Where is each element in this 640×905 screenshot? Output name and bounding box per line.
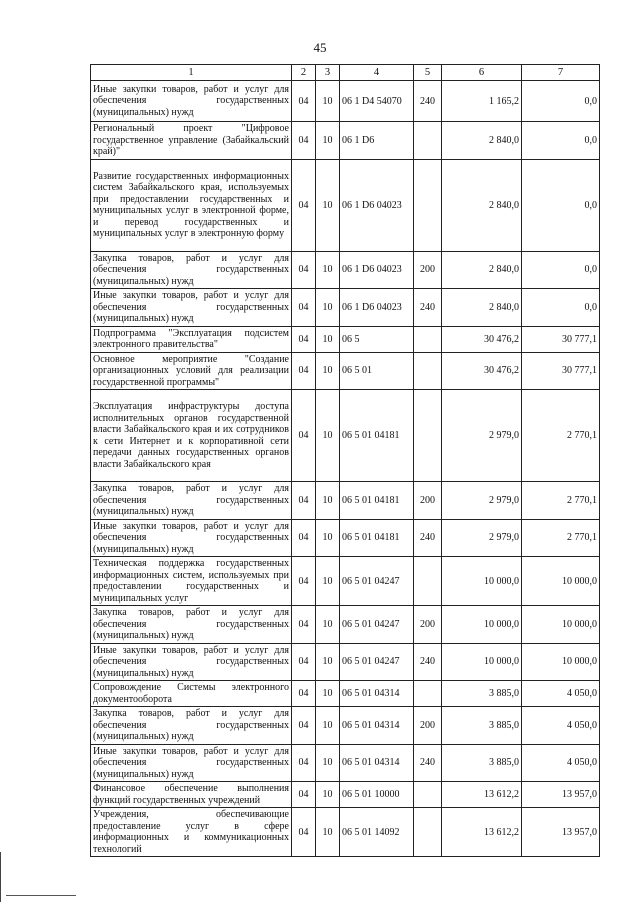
table-row bbox=[91, 643, 600, 681]
table-cell-section: 04 bbox=[292, 707, 316, 745]
table-cell-section: 04 bbox=[292, 326, 316, 352]
table-cell-name: Иные закупки товаров, работ и услуг для обеспечения государственных (муниципальных) нужд bbox=[91, 519, 292, 557]
header-cell-7: 7 bbox=[522, 65, 600, 81]
table-cell-amount-year-1: 3 885,0 bbox=[442, 681, 522, 707]
table-cell-target-article: 06 5 01 04314 bbox=[340, 744, 414, 782]
table-cell-amount-year-1: 10 000,0 bbox=[442, 557, 522, 606]
table-cell-amount-year-2: 2 770,1 bbox=[522, 519, 600, 557]
table-cell-expense-type bbox=[414, 122, 442, 160]
table-cell-section: 04 bbox=[292, 681, 316, 707]
table-cell-expense-type bbox=[414, 808, 442, 857]
table-row bbox=[91, 606, 600, 644]
table-cell-expense-type: 240 bbox=[414, 744, 442, 782]
table-cell-expense-type: 200 bbox=[414, 482, 442, 520]
table-cell-amount-year-2: 0,0 bbox=[522, 159, 600, 251]
table-cell-expense-type bbox=[414, 681, 442, 707]
table-cell-subsection: 10 bbox=[316, 159, 340, 251]
table-cell-subsection: 10 bbox=[316, 326, 340, 352]
table-cell-amount-year-1: 2 840,0 bbox=[442, 122, 522, 160]
table-cell-name: Региональный проект "Цифровое государственное управление (Забайкальский край)" bbox=[91, 122, 292, 160]
table-row bbox=[91, 326, 600, 352]
table-cell-target-article: 06 1 D6 bbox=[340, 122, 414, 160]
table-cell-amount-year-2: 0,0 bbox=[522, 122, 600, 160]
table-cell-section: 04 bbox=[292, 744, 316, 782]
table-cell-name: Иные закупки товаров, работ и услуг для обеспечения государственных (муниципальных) нужд bbox=[91, 643, 292, 681]
table-cell-amount-year-2: 30 777,1 bbox=[522, 326, 600, 352]
header-cell-6: 6 bbox=[442, 65, 522, 81]
table-cell-target-article: 06 1 D6 04023 bbox=[340, 289, 414, 327]
table-cell-target-article: 06 5 01 bbox=[340, 352, 414, 390]
table-cell-amount-year-1: 2 840,0 bbox=[442, 289, 522, 327]
table-cell-subsection: 10 bbox=[316, 519, 340, 557]
table-cell-amount-year-1: 2 979,0 bbox=[442, 519, 522, 557]
table-cell-subsection: 10 bbox=[316, 352, 340, 390]
table-header-row bbox=[91, 65, 600, 81]
table-cell-expense-type bbox=[414, 159, 442, 251]
table-row bbox=[91, 782, 600, 808]
table-cell-amount-year-1: 3 885,0 bbox=[442, 744, 522, 782]
table-cell-expense-type: 240 bbox=[414, 81, 442, 122]
table-cell-amount-year-1: 10 000,0 bbox=[442, 643, 522, 681]
table-cell-section: 04 bbox=[292, 606, 316, 644]
table-cell-name: Развитие государственных информационных систем Забайкальского края, используемых при предоставлении государственных и муниципальных услуг в электронной форме, и перевод государственных и муниципальных услуг в электронную форму bbox=[91, 159, 292, 251]
table-cell-name: Эксплуатация инфраструктуры доступа исполнительных органов государственной власти Забайкальского края и их сотрудников к сети Интернет и к корпоративной сети передачи данных государственных органов власти Забайкальского края bbox=[91, 390, 292, 482]
table-cell-amount-year-1: 13 612,2 bbox=[442, 808, 522, 857]
table-cell-name: Сопровождение Системы электронного документооборота bbox=[91, 681, 292, 707]
header-cell-4: 4 bbox=[340, 65, 414, 81]
table-cell-section: 04 bbox=[292, 159, 316, 251]
table-cell-section: 04 bbox=[292, 519, 316, 557]
table-cell-subsection: 10 bbox=[316, 681, 340, 707]
table-row bbox=[91, 681, 600, 707]
table-cell-subsection: 10 bbox=[316, 808, 340, 857]
table-cell-amount-year-2: 10 000,0 bbox=[522, 643, 600, 681]
table-cell-expense-type: 240 bbox=[414, 643, 442, 681]
table-cell-amount-year-1: 3 885,0 bbox=[442, 707, 522, 745]
table-cell-subsection: 10 bbox=[316, 707, 340, 745]
table-cell-name: Техническая поддержка государственных информационных систем, используемых при предоставлении государственных и муниципальных услуг bbox=[91, 557, 292, 606]
table-cell-amount-year-2: 10 000,0 bbox=[522, 606, 600, 644]
table-cell-target-article: 06 5 01 04181 bbox=[340, 390, 414, 482]
table-cell-target-article: 06 5 01 04314 bbox=[340, 681, 414, 707]
table-cell-expense-type bbox=[414, 557, 442, 606]
table-cell-name: Закупка товаров, работ и услуг для обеспечения государственных (муниципальных) нужд bbox=[91, 707, 292, 745]
header-cell-1: 1 bbox=[91, 65, 292, 81]
margin-mark bbox=[0, 852, 5, 902]
table-row bbox=[91, 707, 600, 745]
table-cell-name: Иные закупки товаров, работ и услуг для обеспечения государственных (муниципальных) нужд bbox=[91, 744, 292, 782]
table-cell-amount-year-2: 2 770,1 bbox=[522, 482, 600, 520]
table-cell-amount-year-1: 2 840,0 bbox=[442, 251, 522, 289]
table-cell-amount-year-2: 4 050,0 bbox=[522, 681, 600, 707]
table-cell-name: Иные закупки товаров, работ и услуг для обеспечения государственных (муниципальных) нужд bbox=[91, 289, 292, 327]
table-cell-target-article: 06 1 D4 54070 bbox=[340, 81, 414, 122]
table-row bbox=[91, 159, 600, 251]
table-row bbox=[91, 744, 600, 782]
table-cell-target-article: 06 5 01 04314 bbox=[340, 707, 414, 745]
table-cell-amount-year-1: 30 476,2 bbox=[442, 352, 522, 390]
table-cell-section: 04 bbox=[292, 643, 316, 681]
table-cell-expense-type: 240 bbox=[414, 519, 442, 557]
table-cell-subsection: 10 bbox=[316, 122, 340, 160]
header-cell-3: 3 bbox=[316, 65, 340, 81]
table-cell-amount-year-2: 13 957,0 bbox=[522, 808, 600, 857]
table-cell-name: Иные закупки товаров, работ и услуг для обеспечения государственных (муниципальных) нужд bbox=[91, 81, 292, 122]
table-cell-expense-type: 200 bbox=[414, 251, 442, 289]
table-row bbox=[91, 557, 600, 606]
budget-table bbox=[90, 64, 600, 857]
table-row bbox=[91, 808, 600, 857]
table-cell-amount-year-1: 2 979,0 bbox=[442, 482, 522, 520]
table-cell-subsection: 10 bbox=[316, 390, 340, 482]
table-cell-target-article: 06 5 bbox=[340, 326, 414, 352]
table-cell-expense-type: 240 bbox=[414, 289, 442, 327]
table-cell-subsection: 10 bbox=[316, 782, 340, 808]
table-cell-amount-year-1: 30 476,2 bbox=[442, 326, 522, 352]
table-cell-target-article: 06 5 01 04247 bbox=[340, 557, 414, 606]
table-cell-section: 04 bbox=[292, 482, 316, 520]
table-row bbox=[91, 352, 600, 390]
table-cell-section: 04 bbox=[292, 557, 316, 606]
table-cell-amount-year-1: 10 000,0 bbox=[442, 606, 522, 644]
table-cell-amount-year-1: 13 612,2 bbox=[442, 782, 522, 808]
table-cell-target-article: 06 1 D6 04023 bbox=[340, 251, 414, 289]
table-row bbox=[91, 482, 600, 520]
table-cell-name: Финансовое обеспечение выполнения функций государственных учреждений bbox=[91, 782, 292, 808]
table-cell-subsection: 10 bbox=[316, 81, 340, 122]
table-cell-subsection: 10 bbox=[316, 482, 340, 520]
table-cell-name: Основное мероприятие "Создание организационных условий для реализации государственной программы" bbox=[91, 352, 292, 390]
table-cell-expense-type: 200 bbox=[414, 606, 442, 644]
page-number: 45 bbox=[313, 40, 327, 55]
table-cell-target-article: 06 5 01 14092 bbox=[340, 808, 414, 857]
table-cell-amount-year-2: 0,0 bbox=[522, 81, 600, 122]
table-cell-section: 04 bbox=[292, 81, 316, 122]
table-cell-subsection: 10 bbox=[316, 251, 340, 289]
table-row bbox=[91, 390, 600, 482]
table-cell-subsection: 10 bbox=[316, 606, 340, 644]
table-cell-target-article: 06 5 01 10000 bbox=[340, 782, 414, 808]
table-cell-amount-year-2: 0,0 bbox=[522, 289, 600, 327]
table-cell-subsection: 10 bbox=[316, 643, 340, 681]
table-cell-expense-type bbox=[414, 326, 442, 352]
table-cell-expense-type bbox=[414, 352, 442, 390]
table-cell-section: 04 bbox=[292, 352, 316, 390]
table-cell-amount-year-2: 4 050,0 bbox=[522, 744, 600, 782]
table-row bbox=[91, 519, 600, 557]
table-cell-section: 04 bbox=[292, 289, 316, 327]
header-cell-2: 2 bbox=[292, 65, 316, 81]
table-cell-name: Подпрограмма "Эксплуатация подсистем электронного правительства" bbox=[91, 326, 292, 352]
table-cell-amount-year-1: 1 165,2 bbox=[442, 81, 522, 122]
table-cell-name: Закупка товаров, работ и услуг для обеспечения государственных (муниципальных) нужд bbox=[91, 251, 292, 289]
table-cell-target-article: 06 5 01 04181 bbox=[340, 482, 414, 520]
table-cell-amount-year-2: 4 050,0 bbox=[522, 707, 600, 745]
table-cell-amount-year-2: 0,0 bbox=[522, 251, 600, 289]
table-row bbox=[91, 122, 600, 160]
table-cell-amount-year-2: 2 770,1 bbox=[522, 390, 600, 482]
table-cell-target-article: 06 5 01 04247 bbox=[340, 643, 414, 681]
table-cell-amount-year-2: 10 000,0 bbox=[522, 557, 600, 606]
table-cell-subsection: 10 bbox=[316, 289, 340, 327]
table-cell-amount-year-1: 2 979,0 bbox=[442, 390, 522, 482]
table-body bbox=[91, 81, 600, 857]
table-cell-target-article: 06 5 01 04247 bbox=[340, 606, 414, 644]
table-cell-target-article: 06 1 D6 04023 bbox=[340, 159, 414, 251]
table-cell-name: Закупка товаров, работ и услуг для обеспечения государственных (муниципальных) нужд bbox=[91, 606, 292, 644]
table-cell-target-article: 06 5 01 04181 bbox=[340, 519, 414, 557]
table-cell-amount-year-1: 2 840,0 bbox=[442, 159, 522, 251]
table-cell-expense-type bbox=[414, 390, 442, 482]
table-cell-expense-type: 200 bbox=[414, 707, 442, 745]
table-cell-amount-year-2: 13 957,0 bbox=[522, 782, 600, 808]
table-cell-subsection: 10 bbox=[316, 744, 340, 782]
table-row bbox=[91, 289, 600, 327]
table-cell-amount-year-2: 30 777,1 bbox=[522, 352, 600, 390]
table-cell-expense-type bbox=[414, 782, 442, 808]
table-cell-section: 04 bbox=[292, 251, 316, 289]
header-cell-5: 5 bbox=[414, 65, 442, 81]
table-row bbox=[91, 81, 600, 122]
margin-line bbox=[6, 895, 76, 896]
table-cell-section: 04 bbox=[292, 782, 316, 808]
table-cell-name: Закупка товаров, работ и услуг для обеспечения государственных (муниципальных) нужд bbox=[91, 482, 292, 520]
table-cell-subsection: 10 bbox=[316, 557, 340, 606]
table-cell-name: Учреждения, обеспечивающие предоставление услуг в сфере информационных и коммуникационных технологий bbox=[91, 808, 292, 857]
table-row bbox=[91, 251, 600, 289]
table-cell-section: 04 bbox=[292, 390, 316, 482]
table-cell-section: 04 bbox=[292, 122, 316, 160]
table-cell-section: 04 bbox=[292, 808, 316, 857]
